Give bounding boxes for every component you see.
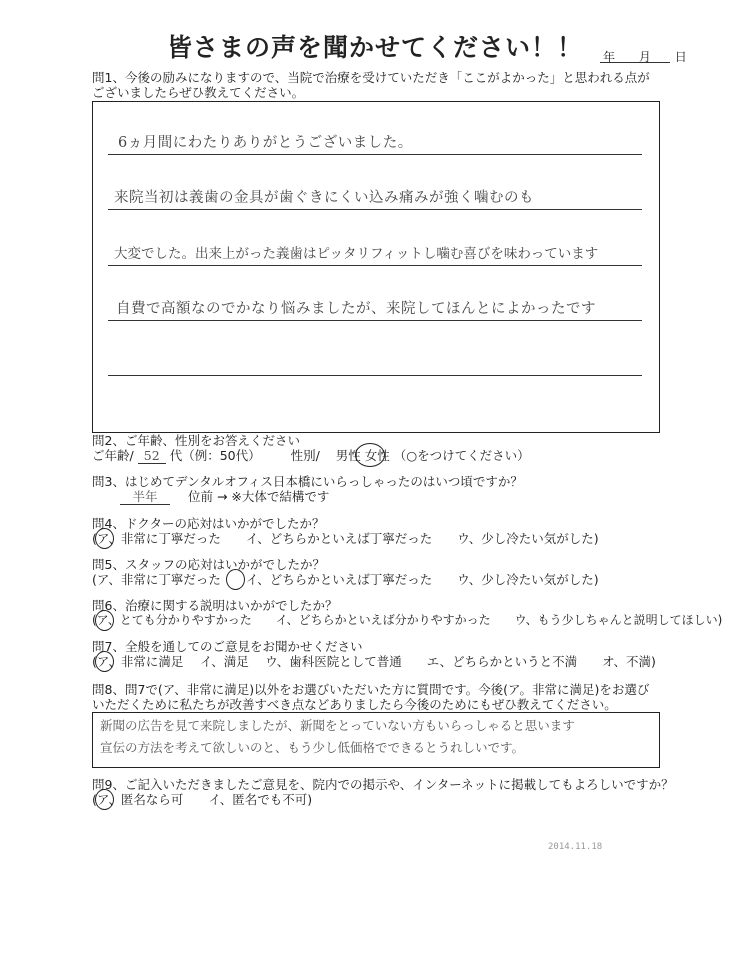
gender-note: （○をつけてください）	[393, 448, 530, 463]
q1-text-line2: ございましたらぜひ教えてください。	[92, 85, 305, 100]
q4-choice-circle	[95, 528, 114, 549]
q1-handwritten-3: 大変でした。出来上がった義歯はピッタリフィットし噛む喜びを味わっています	[114, 246, 599, 262]
age-unit: 代（例：50代）	[169, 448, 261, 463]
q2-text-line2	[92, 448, 530, 464]
day-label: 日	[674, 50, 687, 64]
q5-text-line1: 問5、スタッフの応対はいかがでしたか？	[92, 557, 325, 572]
q3-text-line2	[120, 489, 329, 505]
q9-choice-circle	[95, 789, 114, 810]
q7-options[interactable]: (ア、非常に満足 イ、満足 ウ、歯科医院として普通 エ、どちらかというと不満 オ、不満)	[92, 654, 656, 669]
q1-rule-1	[108, 154, 642, 155]
year-label: 年	[603, 50, 616, 64]
q9-options[interactable]: (ア、匿名なら可 イ、匿名でも不可)	[92, 792, 313, 807]
q1-rule-4	[108, 320, 642, 321]
q6-text-line1: 問6、治療に関する説明はいかがでしたか？	[92, 598, 338, 613]
q8-text-line1: 問8、問7で(ア、非常に満足)以外をお選びいただいた方に質問です。今後(ア。非常に満足)をお選び	[92, 682, 650, 697]
q8-text-line2: いただくために私たちが改善すべき点などありましたら今後のためにもぜひ教えてください。	[92, 697, 617, 712]
q6-choice-circle	[95, 610, 114, 631]
q7-choice-circle	[95, 651, 114, 672]
received-date-stamp: 2014.11.18	[548, 842, 603, 852]
q5-choice-circle	[226, 569, 245, 590]
month-label: 月	[638, 50, 651, 64]
q1-rule-2	[108, 209, 642, 210]
q6-options[interactable]: (ア、とても分かりやすかった イ、どちらかといえば分かりやすかった ウ、もう少しちゃんと説明してほしい)	[92, 613, 723, 627]
q7-text-line1: 問7、全般を通してのご意見をお聞かせください	[92, 639, 363, 654]
q3-text-line1: 問3、はじめてデンタルオフィス日本橋にいらっしゃったのはいつ頃ですか？	[92, 474, 523, 489]
q9-text-line1: 問9、ご記入いただきましたご意見を、院内での掲示や、インターネットに掲載してもよろしいですか？	[92, 777, 674, 792]
date-underline	[600, 62, 670, 63]
q1-rule-5	[108, 375, 642, 376]
gender-circle-mark	[355, 443, 385, 467]
age-label: ご年齢/	[92, 448, 134, 463]
q4-options[interactable]: (ア、非常に丁寧だった イ、どちらかといえば丁寧だった ウ、少し冷たい気がした)	[92, 531, 599, 546]
q2-text-line1: 問2、ご年齢、性別をお答えください	[92, 433, 300, 448]
q1-handwritten-1: 6ヵ月間にわたりありがとうございました。	[118, 135, 413, 151]
q1-rule-3	[108, 265, 642, 266]
q4-text-line1: 問4、ドクターの応対はいかがでしたか？	[92, 516, 325, 531]
q1-text-line1: 問1、今後の励みになりますので、当院で治療を受けていただき「ここがよかった」と思われる点が	[92, 70, 650, 85]
gender-label: 性別/	[290, 448, 320, 463]
age-value[interactable]: 52	[138, 448, 166, 464]
q3-suffix: 位前 → ※大体で結構です	[187, 489, 330, 504]
q8-handwritten-1: 新聞の広告を見て来院しましたが、新聞をとっていない方もいらっしゃると思います	[100, 718, 575, 733]
form-title: 皆さまの声を聞かせてください！！	[166, 33, 583, 62]
q1-handwritten-2: 来院当初は義歯の金具が歯ぐきにくい込み痛みが強く噛むのも	[114, 190, 534, 206]
q5-options[interactable]: (ア、非常に丁寧だった イ、どちらかといえば丁寧だった ウ、少し冷たい気がした)	[92, 572, 599, 587]
q1-handwritten-4: 自費で高額なのでかなり悩みましたが、来院してほんとによかったです	[116, 301, 596, 317]
gender-female[interactable]: 女性	[364, 448, 390, 463]
gender-male[interactable]: 男性	[335, 448, 361, 463]
q8-handwritten-2: 宣伝の方法を考えて欲しいのと、もう少し低価格でできるとうれしいです。	[100, 740, 525, 755]
q3-answer[interactable]: 半年	[120, 489, 170, 505]
